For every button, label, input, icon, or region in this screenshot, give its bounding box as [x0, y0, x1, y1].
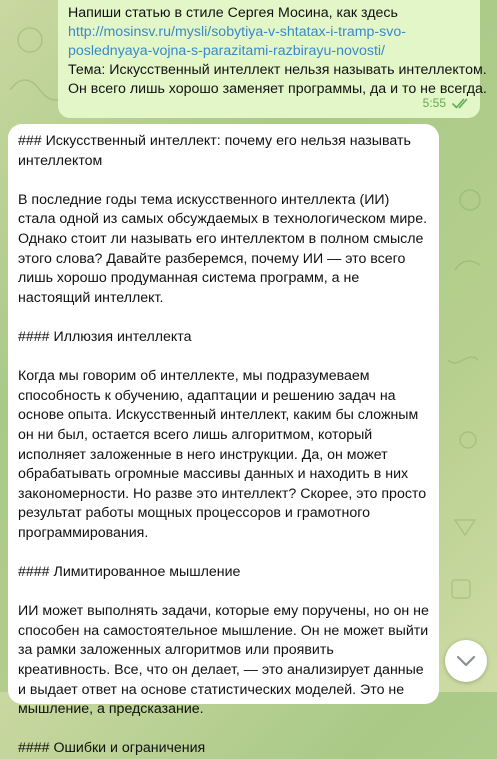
article-heading: ### Искусственный интеллект: почему его нельзя называть интеллектом [18, 133, 411, 169]
message-time: 5:55 [422, 96, 446, 110]
scroll-down-button[interactable] [445, 640, 487, 682]
article-link-continuation[interactable]: poslednyaya-vojna-s-parazitami-razbirayu-novosti/ [68, 43, 385, 59]
double-check-icon [452, 98, 470, 109]
outgoing-message[interactable] [58, 0, 487, 118]
outgoing-text-line: Тема: Искусственный интеллект нельзя называть интеллектом. [68, 62, 487, 78]
outgoing-text-line: Он всего лишь хорошо заменяет программы, да и то не всегда. [68, 81, 487, 97]
article-paragraph: Когда мы говорим об интеллекте, мы подразумеваем способность к обучению, адаптации и решению задач на основе опыта. Искусственный интеллект, каким бы сложным он ни был, остается всего лишь алгоритмом, который исполняет заложенные в него инструкции. Да, он может обрабатывать огромные массивы данных и находить в них закономерности. Но разве это интеллект? Скорее, это просто результат работы мощных процессоров и грамотного программирования. [18, 368, 427, 541]
article-subheading: #### Иллюзия интеллекта [18, 328, 192, 345]
incoming-message[interactable] [8, 124, 439, 757]
article-paragraph: В последние годы тема искусственного интеллекта (ИИ) стала одной из самых обсуждаемых в технологическом мире. Однако стоит ли называть его интеллектом в полном смысле этого слова? Давайте разберемся, почему ИИ — это всего лишь хорошо продуманная система программ, а не настоящий интеллект. [18, 191, 428, 306]
article-paragraph: ИИ может выполнять задачи, которые ему поручены, но он не способен на самостоятельное мышление. Он не может выйти за рамки заложенных алгоритмов или проявить креативность. Все, что он делает, — это анализирует данные и выдает ответ на основе статистических моделей. Это не мышление, а предсказание. [18, 603, 429, 718]
message-meta [423, 94, 470, 113]
outgoing-text-line: Напиши статью в стиле Сергея Мосина, как здесь [68, 5, 398, 21]
article-subheading: #### Ошибки и ограничения [18, 740, 206, 757]
chevron-down-icon [455, 654, 477, 668]
article-subheading: #### Лимитированное мышление [18, 564, 241, 581]
article-link[interactable]: http://mosinsv.ru/mysli/sobytiya-v-shtatax-i-tramp-svo- [68, 24, 406, 40]
